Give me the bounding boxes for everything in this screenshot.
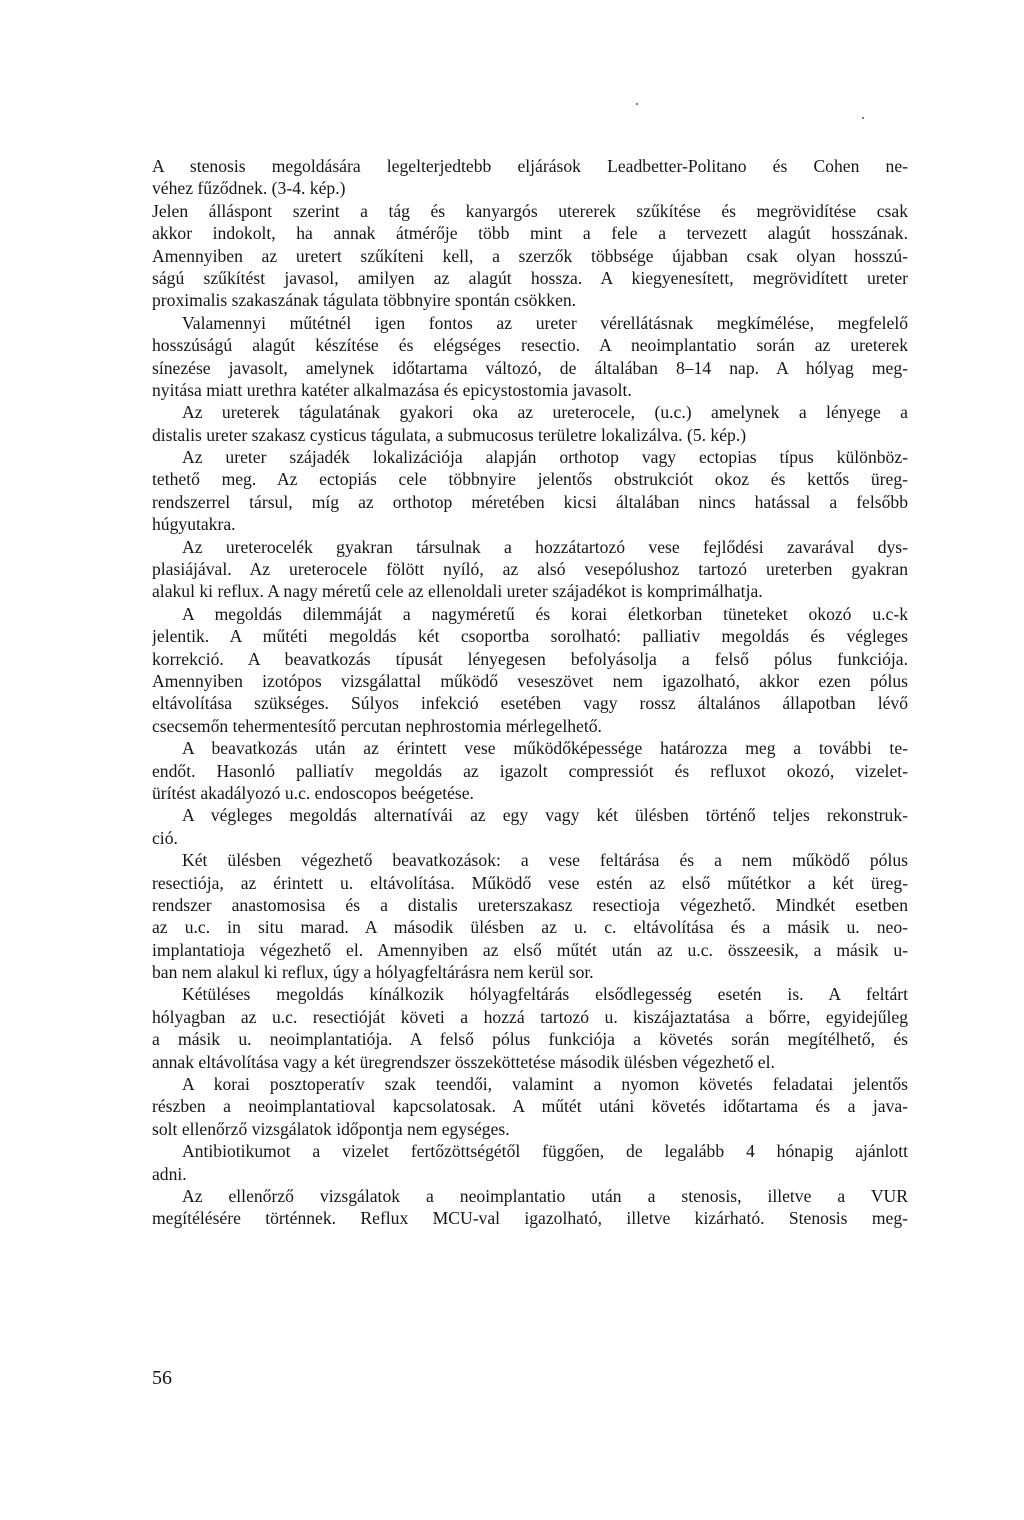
text-line: distalis ureter szakasz cysticus tágulata, a submucosus területre lokalizálva. (5. kép.) — [152, 424, 747, 445]
text-line: adni. — [152, 1163, 187, 1184]
text-line: plasiájával. Az ureterocele fölött nyíló, az alsó vesepólushoz tartozó ureterben gyakran — [152, 559, 908, 580]
text-line: Amennyiben izotópos vizsgálattal működő veseszövet nem igazolható, akkor ezen pólus — [152, 670, 908, 691]
text-line: Jelen álláspont szerint a tág és kanyargós utererek szűkítése és megrövidítése csak — [152, 200, 908, 221]
scan-speck — [862, 117, 864, 119]
text-line: Az ureterocelék gyakran társulnak a hozzátartozó vese fejlődési zavarával dys- — [182, 536, 908, 557]
text-line: A stenosis megoldására legelterjedtebb eljárások Leadbetter-Politano és Cohen ne- — [152, 156, 908, 176]
text-line: hosszúságú alagút készítése és elégséges resectio. A neoimplantatio során az ureterek — [152, 335, 908, 356]
text-line: A korai posztoperatív szak teendői, valamint a nyomon követés feladatai jelentős — [182, 1074, 908, 1095]
text-line: Kétüléses megoldás kínálkozik hólyagfeltárás elsődlegesség esetén is. A feltárt — [182, 984, 908, 1005]
paragraph — [152, 1140, 908, 1185]
paragraph — [152, 603, 908, 737]
text-line: ban nem alakul ki reflux, úgy a hólyagfeltárásra nem kerül sor. — [152, 962, 594, 983]
text-line: jelentik. A műtéti megoldás két csoportba sorolható: palliativ megoldás és végleges — [152, 626, 908, 647]
text-line: A megoldás dilemmáját a nagyméretű és korai életkorban tüneteket okozó u.c-k — [182, 603, 908, 624]
paragraph — [152, 536, 908, 603]
paragraph — [152, 200, 908, 312]
text-line: rendszer anastomosisa és a distalis ureterszakasz resectioja végezhető. Mindkét esetben — [152, 894, 908, 915]
text-line: hólyagban az u.c. resectióját követi a hozzá tartozó u. kiszájaztatása a bőrre, egyidejűleg — [152, 1006, 908, 1027]
text-line: Az ureterek tágulatának gyakori oka az ureterocele, (u.c.) amelynek a lényege a — [182, 402, 908, 423]
text-line: véhez fűződnek. (3-4. kép.) — [152, 178, 346, 199]
text-line: korrekció. A beavatkozás típusát lényegesen befolyásolja a felső pólus funkciója. — [152, 648, 908, 669]
page-number: 56 — [152, 1367, 172, 1389]
paragraph — [152, 804, 908, 849]
scan-speck — [636, 103, 638, 105]
paragraph — [152, 312, 908, 402]
page-body-text — [152, 155, 908, 1230]
paragraph — [152, 155, 908, 200]
text-line: húgyutakra. — [152, 514, 236, 535]
text-line: Amennyiben az uretert szűkíteni kell, a szerzők többsége újabban csak olyan hosszú- — [152, 245, 908, 266]
text-line: az u.c. in situ marad. A második ülésben az u. c. eltávolítása és a másik u. neo- — [152, 917, 908, 938]
text-line: solt ellenőrző vizsgálatok időpontja nem egységes. — [152, 1118, 510, 1139]
text-line: tethető meg. Az ectopiás cele többnyire jelentős obstrukciót okoz és kettős üreg- — [152, 469, 908, 490]
text-line: eltávolítása szükséges. Súlyos infekció esetében vagy rossz általános állapotban lévő — [152, 693, 908, 714]
paragraph — [152, 446, 908, 536]
paragraph — [152, 737, 908, 804]
text-line: sínezése javasolt, amelynek időtartama változó, de általában 8–14 nap. A hólyag meg- — [152, 357, 908, 378]
text-line: ságú szűkítést javasol, amilyen az alagút hossza. A kiegyenesített, megrövidített ureter — [152, 267, 908, 288]
text-line: Valamennyi műtétnél igen fontos az ureter vérellátásnak megkímélése, megfelelő — [182, 312, 908, 333]
text-line: ció. — [152, 827, 178, 848]
paragraph — [152, 849, 908, 983]
text-line: csecsemőn tehermentesítő percutan nephrostomia mérlegelhető. — [152, 715, 602, 736]
text-line: akkor indokolt, ha annak átmérője több mint a fele a tervezett alagút hosszának. — [152, 223, 908, 244]
text-line: implantatioja végezhető el. Amennyiben az első műtét után az u.c. összeesik, a másik u- — [152, 939, 908, 960]
text-line: annak eltávolítása vagy a két üregrendszer összeköttetése második ülésben végezhető el. — [152, 1051, 775, 1072]
text-line: A beavatkozás után az érintett vese működőképessége határozza meg a további te- — [182, 738, 908, 759]
text-line: endőt. Hasonló palliatív megoldás az igazolt compressiót és refluxot okozó, vizelet- — [152, 760, 908, 781]
text-line: A végleges megoldás alternatívái az egy vagy két ülésben történő teljes rekonstruk- — [182, 805, 908, 826]
paragraph — [152, 401, 908, 446]
text-line: részben a neoimplantatioval kapcsolatosak. A műtét utáni követés időtartama és a java- — [152, 1096, 908, 1117]
paragraph — [152, 983, 908, 1073]
text-line: proximalis szakaszának tágulata többnyire spontán csökken. — [152, 290, 577, 311]
text-line: megítélésére történnek. Reflux MCU-val igazolható, illetve kizárható. Stenosis meg- — [152, 1208, 908, 1229]
text-line: Az ellenőrző vizsgálatok a neoimplantatio után a stenosis, illetve a VUR — [182, 1185, 908, 1206]
paragraph — [152, 1185, 908, 1230]
text-line: alakul ki reflux. A nagy méretű cele az ellenoldali ureter szájadékot is komprimálhatja. — [152, 581, 763, 602]
text-line: Két ülésben végezhető beavatkozások: a vese feltárása és a nem működő pólus — [182, 850, 908, 871]
paragraph — [152, 1073, 908, 1140]
text-line: resectiója, az érintett u. eltávolítása. Működő vese estén az első műtétkor a két üreg- — [152, 872, 908, 893]
text-line: a másik u. neoimplantatiója. A felső pólus funkciója a követés során megítélhető, és — [152, 1029, 908, 1050]
text-line: Antibiotikumot a vizelet fertőzöttségétől függően, de legalább 4 hónapig ajánlott — [182, 1141, 908, 1162]
text-line: Az ureter szájadék lokalizációja alapján orthotop vagy ectopias típus különböz- — [182, 447, 908, 468]
text-line: nyitása miatt urethra katéter alkalmazása és epicystostomia javasolt. — [152, 379, 632, 400]
text-line: ürítést akadályozó u.c. endoscopos beégetése. — [152, 782, 474, 803]
text-line: rendszerrel társul, míg az orthotop méretében kicsi általában nincs hatással a felsőbb — [152, 491, 908, 512]
